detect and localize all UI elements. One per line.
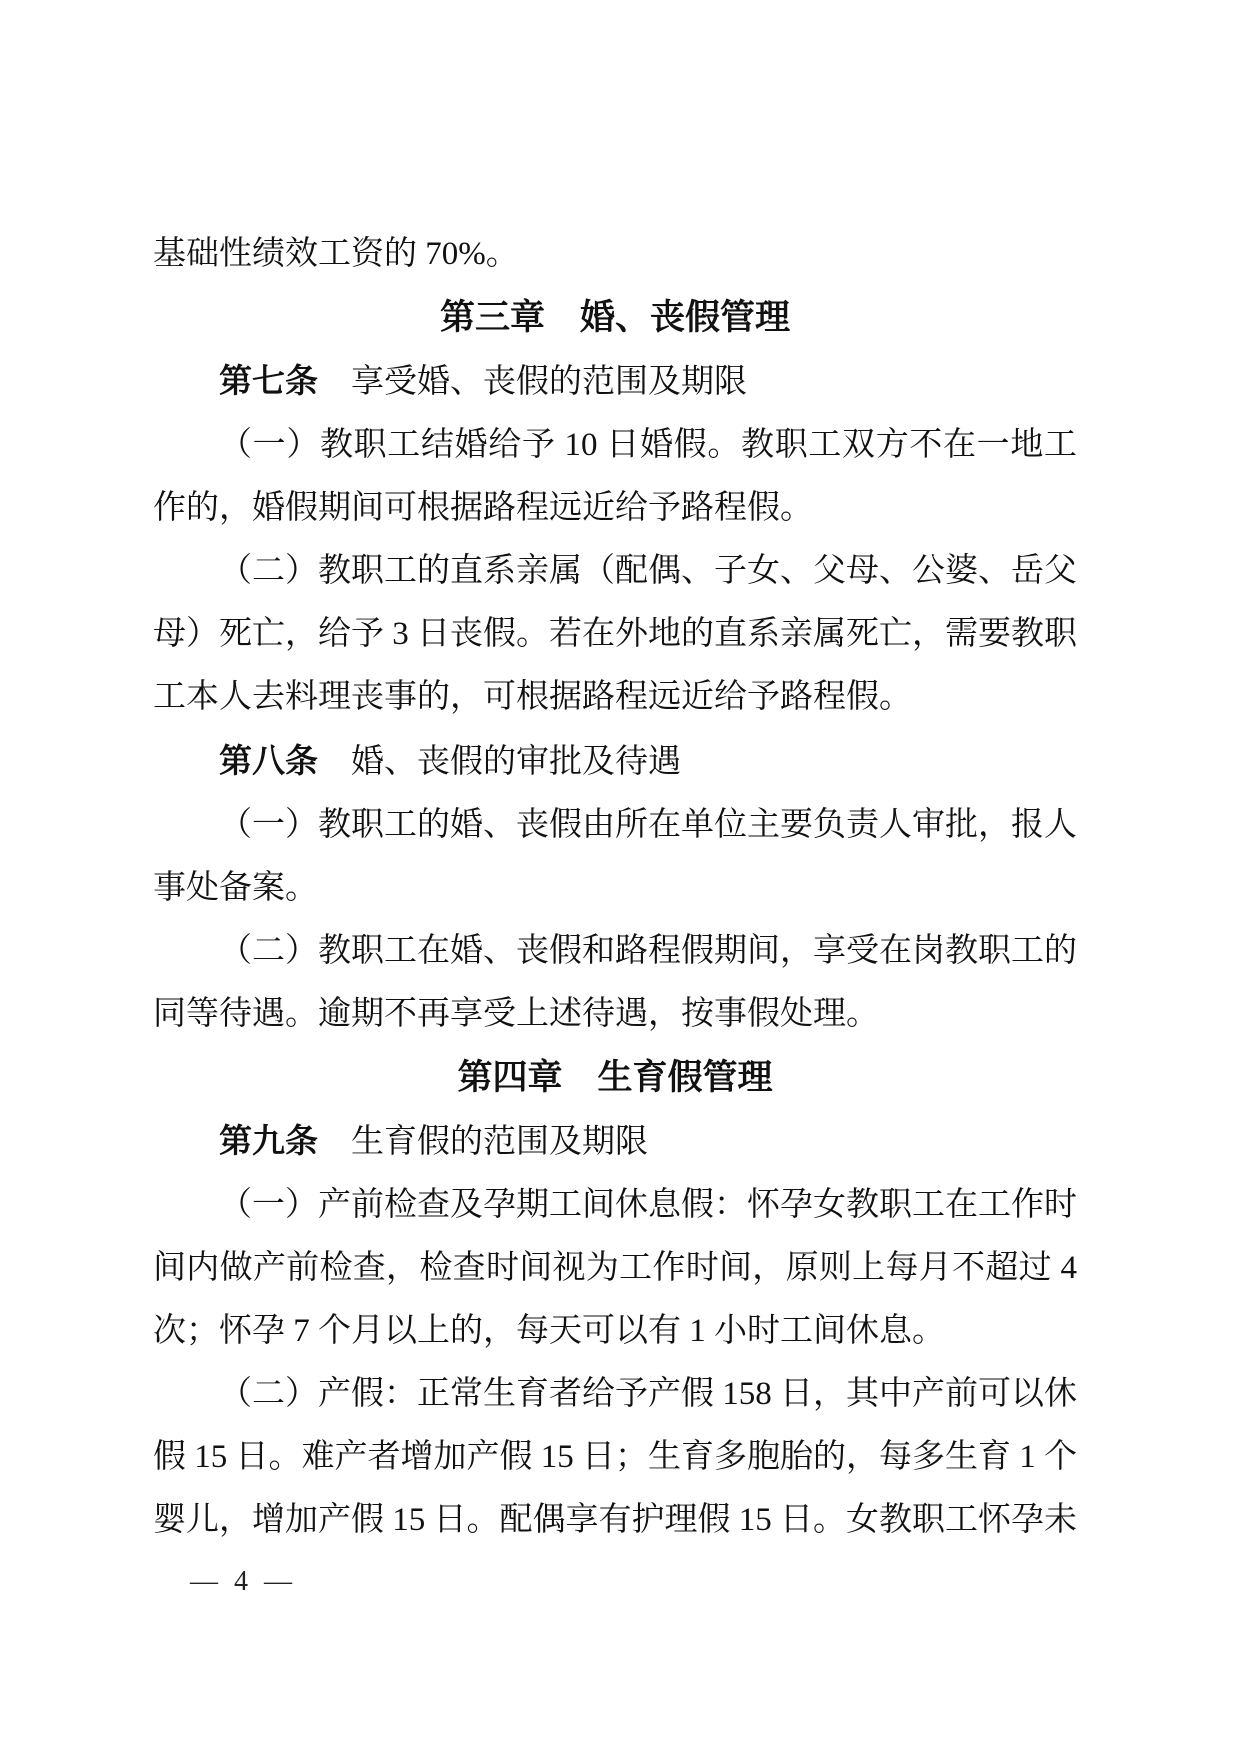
footer-dash-left: — [190,1566,218,1597]
article-9-heading [153,1109,1077,1174]
article-7-title: 享受婚、丧假的范围及期限 [351,364,747,400]
page-footer [190,1566,292,1598]
chapter-3-number: 第三章 [439,298,545,337]
article-9-item-1: （一）产前检查及孕期工间休息假：怀孕女教职工在工作时间内做产前检查，检查时间视为工作时间，原则上每月不超过 4 次；怀孕 7 个月以上的，每天可以有 1 小时工间休息。 [153,1187,1077,1349]
article-8-item-1: （一）教职工的婚、丧假由所在单位主要负责人审批，报人事处备案。 [153,807,1077,906]
article-7-item-1: （一）教职工结婚给予 10 日婚假。教职工双方不在一地工作的，婚假期间可根据路程远近给予路程假。 [153,427,1077,526]
article-9-number: 第九条 [219,1122,318,1159]
article-7-number: 第七条 [219,362,318,399]
article-7-item-2: （二）教职工的直系亲属（配偶、子女、父母、公婆、岳父母）死亡，给予 3 日丧假。若在外地的直系亲属死亡，需要教职工本人去料理丧事的，可根据路程远近给予路程假。 [153,553,1077,715]
footer-page-number: 4 [234,1566,248,1597]
article-7-heading [153,349,1077,414]
article-8-number: 第八条 [219,742,318,779]
article-8-heading [153,729,1077,794]
chapter-3-heading [153,286,1077,349]
document-body [153,223,1077,1552]
article-9-item-2: （二）产假：正常生育者给予产假 158 日，其中产前可以休假 15 日。难产者增加产假 15 日；生育多胞胎的，每多生育 1 个婴儿，增加产假 15 日。配偶享有护理假 15 日。女教职工怀孕未 [153,1376,1077,1538]
chapter-4-heading [153,1046,1077,1109]
chapter-4-title: 生育假管理 [597,1058,773,1097]
chapter-3-title: 婚、丧假管理 [580,298,791,337]
article-8-title: 婚、丧假的审批及待遇 [351,744,681,780]
chapter-4-number: 第四章 [457,1058,563,1097]
footer-dash-right: — [264,1566,292,1597]
article-8-item-2: （二）教职工在婚、丧假和路程假期间，享受在岗教职工的同等待遇。逾期不再享受上述待遇，按事假处理。 [153,933,1077,1032]
paragraph-continuation: 基础性绩效工资的 70%。 [153,236,519,272]
article-9-title: 生育假的范围及期限 [351,1124,648,1160]
